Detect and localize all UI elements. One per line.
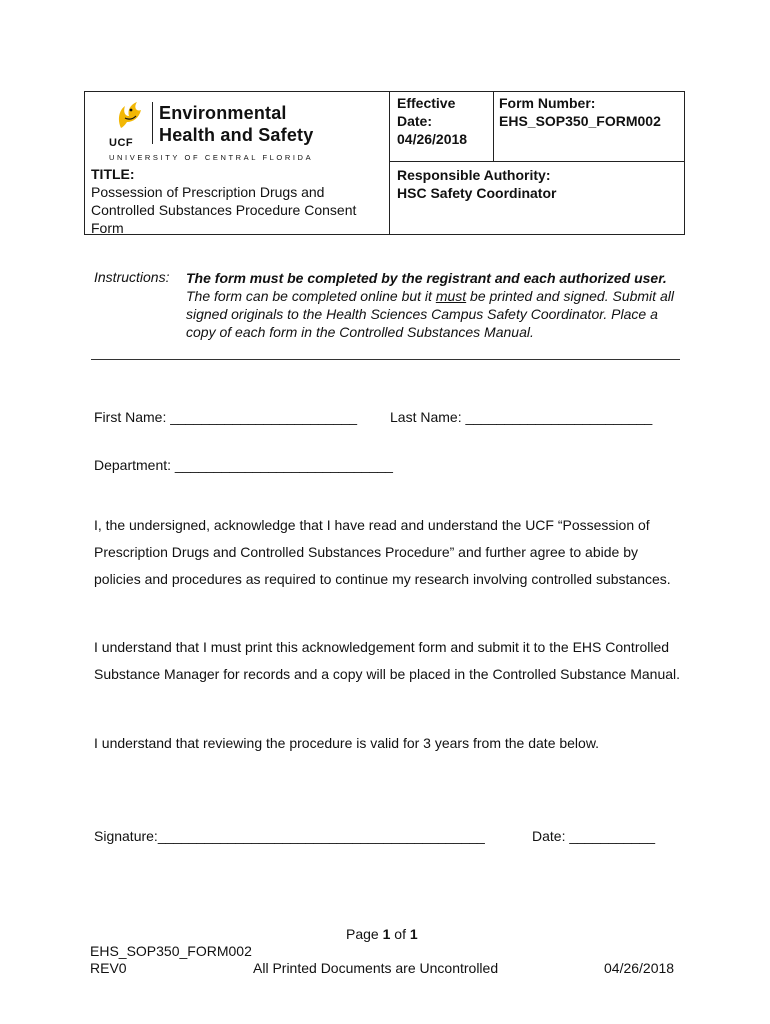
- department-field[interactable]: Department: ____________________________: [94, 457, 393, 473]
- footer-revision: REV0: [90, 960, 127, 976]
- last-name-field[interactable]: Last Name: ________________________: [390, 409, 653, 425]
- date-field[interactable]: Date: ___________: [532, 828, 655, 844]
- table-divider: [389, 161, 684, 162]
- responsible-authority-label: Responsible Authority:: [397, 167, 551, 183]
- acknowledgement-paragraph: I, the undersigned, acknowledge that I have read and understand the UCF “Possession of Prescription Drugs and Controlled Substances Procedure” and further agree to abide by policies and procedures as required to continue my research involving controlled substances.: [94, 517, 671, 587]
- instructions-bold: The form must be completed by the registrant and each authorized user.: [186, 270, 667, 286]
- page-number: [346, 926, 418, 942]
- page-current: 1: [382, 926, 391, 942]
- effective-date-label: Effective Date:: [397, 95, 456, 129]
- table-divider: [493, 92, 494, 161]
- page-total: 1: [409, 926, 418, 942]
- instructions-underlined: must: [435, 288, 467, 304]
- page-of: of: [390, 926, 410, 942]
- footer-date: 04/26/2018: [604, 960, 675, 976]
- form-number-label: Form Number:: [499, 95, 596, 111]
- validity-paragraph: I understand that reviewing the procedure is valid for 3 years from the date below.: [94, 735, 600, 751]
- first-name-field[interactable]: First Name: ________________________: [94, 409, 358, 425]
- logo-divider: [152, 102, 153, 144]
- instructions-part-2: be printed and signed. Submit all signed originals to the Health Sciences Campus Safety Coordinator. Place a copy of each form in the Controlled Substances Manual.: [186, 288, 674, 340]
- logo-line-1: Environmental: [159, 103, 287, 123]
- instructions-rule: [91, 359, 680, 360]
- logo-line-2: Health and Safety: [159, 125, 314, 145]
- effective-date-cell: [397, 94, 491, 148]
- title-label: TITLE:: [91, 166, 135, 182]
- effective-date-value: 04/26/2018: [397, 131, 468, 147]
- footer-form-id: EHS_SOP350_FORM002: [90, 943, 252, 959]
- ucf-wordmark: UCF: [109, 137, 134, 149]
- form-number-cell: [499, 94, 684, 130]
- instructions-part-1: The form can be completed online but it: [186, 288, 436, 304]
- instructions-text: [186, 269, 676, 341]
- pegasus-logo-icon: [111, 98, 145, 136]
- table-divider: [389, 92, 390, 234]
- page-prefix: Page: [346, 926, 383, 942]
- ucf-ehs-logo: [107, 98, 367, 160]
- university-name: UNIVERSITY OF CENTRAL FLORIDA: [109, 153, 314, 162]
- responsible-authority-cell: [397, 166, 682, 202]
- document-title: Possession of Prescription Drugs and Controlled Substances Procedure Consent Form: [91, 184, 357, 236]
- form-number-value: EHS_SOP350_FORM002: [499, 113, 661, 129]
- instructions-label: Instructions:: [94, 269, 170, 285]
- submission-paragraph: I understand that I must print this acknowledgement form and submit it to the EHS Controlled Substance Manager for records and a copy will be placed in the Controlled Substance Manual.: [94, 639, 681, 682]
- responsible-authority-value: HSC Safety Coordinator: [397, 185, 557, 201]
- header-table: [84, 91, 685, 235]
- footer-uncontrolled-notice: All Printed Documents are Uncontrolled: [253, 960, 499, 976]
- signature-field[interactable]: Signature:__________________________________________: [94, 828, 485, 844]
